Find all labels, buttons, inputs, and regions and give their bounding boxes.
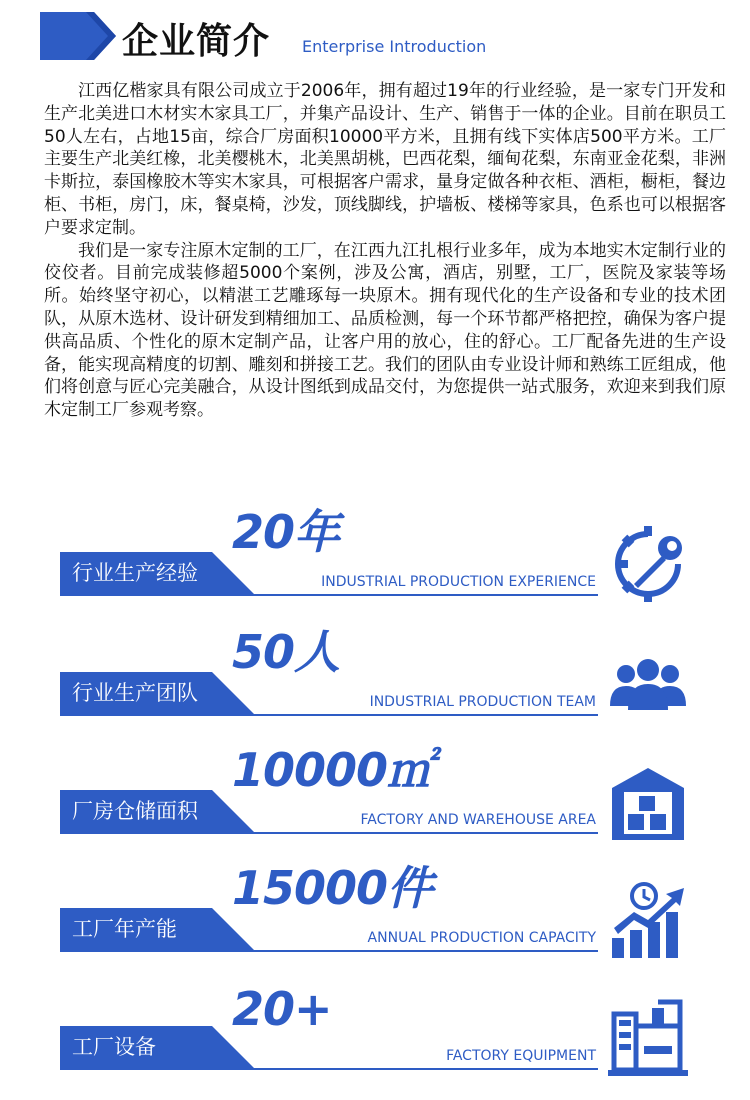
stat-value: 20+: [232, 982, 332, 1036]
stat-value: 50人: [232, 625, 340, 679]
label-arrow: [212, 672, 254, 714]
section-header: [40, 8, 720, 68]
growth-chart-icon: [608, 880, 688, 960]
intro-paragraph: 江西亿楷家具有限公司成立于2006年，拥有超过19年的行业经验，是一家专门开发和生产北美进口木材实木家具工厂，并集产品设计、生产、销售于一体的企业。目前在职员工50人左右，占地15亩，综合厂房面积10000平方米，且拥有线下实体店500平方米。工厂主要生产北美红橡，北美樱桃木，北美黑胡桃，巴西花梨，缅甸花梨，东南亚金花梨，非洲卡斯拉，泰国橡胶木等实木家具，可根据客户需求，量身定做各种衣柜、酒柜，橱柜，餐边柜、书柜，房门，床，餐桌椅，沙发，顶线脚线，护墙板、楼梯等家具，色系也可以根据客户要求定制。: [44, 81, 726, 238]
label-arrow: [212, 1026, 254, 1068]
divider: [60, 950, 598, 952]
stat-area: [60, 744, 730, 834]
divider: [60, 714, 598, 716]
machine-icon: [608, 998, 688, 1078]
stat-capacity: [60, 862, 730, 952]
label-arrow: [212, 790, 254, 832]
label-arrow: [212, 552, 254, 594]
divider: [60, 1068, 598, 1070]
stat-label: 工厂年产能: [60, 908, 212, 950]
stat-label: 行业生产团队: [60, 672, 212, 714]
stat-value: 10000㎡: [232, 743, 433, 797]
intro-text: [44, 80, 726, 422]
team-icon: [604, 644, 692, 724]
label-arrow: [212, 908, 254, 950]
divider: [60, 832, 598, 834]
stat-equipment: [60, 980, 730, 1070]
stat-label: 工厂设备: [60, 1026, 212, 1068]
stat-label: 厂房仓储面积: [60, 790, 212, 832]
stat-english: FACTORY AND WAREHOUSE AREA: [360, 812, 596, 828]
page-subtitle: Enterprise Introduction: [302, 37, 487, 56]
stat-label: 行业生产经验: [60, 552, 212, 594]
stat-experience: [60, 506, 730, 596]
stat-team: [60, 626, 730, 716]
page-title: 企业简介: [122, 21, 271, 62]
stat-english: INDUSTRIAL PRODUCTION EXPERIENCE: [321, 574, 596, 590]
stat-english: FACTORY EQUIPMENT: [446, 1048, 596, 1064]
divider: [60, 594, 598, 596]
gear-wrench-icon: [608, 524, 688, 604]
intro-paragraph: 我们是一家专注原木定制的工厂，在江西九江扎根行业多年，成为本地实木定制行业的佼佼者。目前完成装修超5000个案例，涉及公寓，酒店，别墅，工厂，医院及家装等场所。始终坚守初心，以精湛工艺雕琢每一块原木。拥有现代化的生产设备和专业的技术团队，从原木选材、设计研发到精细加工、品质检测，每一个环节都严格把控，确保为客户提供高品质、个性化的原木定制产品，让客户用的放心，住的舒心。工厂配备先进的生产设备，能实现高精度的切割、雕刻和拼接工艺。我们的团队由专业设计师和熟练工匠组成，他们将创意与匠心完美融合，从设计图纸到成品交付，为您提供一站式服务，欢迎来到我们原木定制工厂参观考察。: [44, 240, 726, 421]
stat-english: INDUSTRIAL PRODUCTION TEAM: [369, 694, 596, 710]
warehouse-icon: [608, 762, 688, 842]
stat-value: 20年: [232, 505, 340, 559]
stat-english: ANNUAL PRODUCTION CAPACITY: [367, 930, 596, 946]
stat-value: 15000件: [232, 861, 433, 915]
header-tab-icon: [40, 12, 116, 60]
